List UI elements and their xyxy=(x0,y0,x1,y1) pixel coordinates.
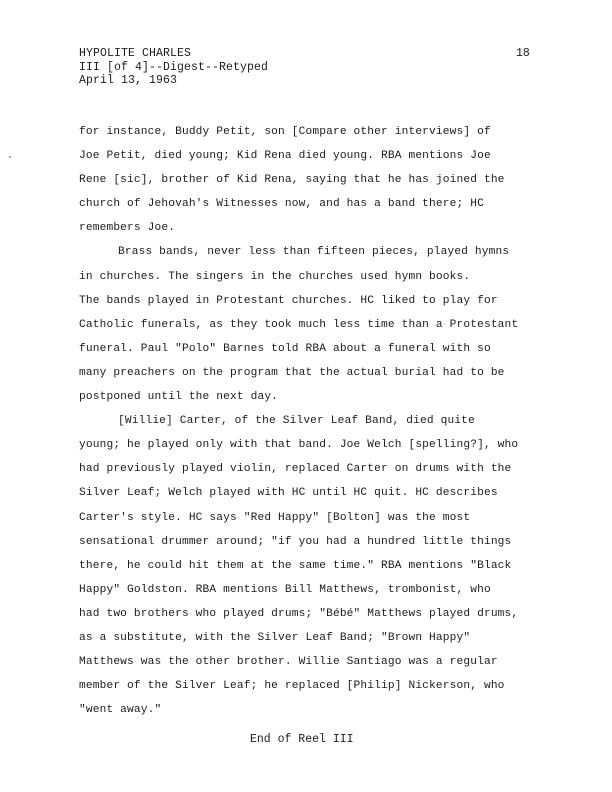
text-line: [Willie] Carter, of the Silver Leaf Band, died quite xyxy=(118,415,475,428)
text-line: The bands played in Protestant churches. HC liked to play for xyxy=(79,294,498,307)
paragraph-2 xyxy=(79,240,549,409)
text-line: Catholic funerals, as they took much less time than a Protestant xyxy=(79,318,519,331)
text-line: Carter's style. HC says "Red Happy" [Bolton] was the most xyxy=(79,511,471,524)
text-line: in churches. The singers in the churches used hymn books. xyxy=(79,270,471,283)
header-reel-info: III [of 4]--Digest--Retyped xyxy=(79,60,269,74)
text-line: Matthews was the other brother. Willie Santiago was a regular xyxy=(79,656,498,669)
header-name: HYPOLITE CHARLES xyxy=(79,47,192,60)
text-line: had two brothers who played drums; "Bébé" Matthews played drums, xyxy=(79,607,519,620)
paragraph-3 xyxy=(79,409,549,722)
header-date: April 13, 1963 xyxy=(79,74,178,87)
page-number: 18 xyxy=(516,47,530,60)
text-line: Silver Leaf; Welch played with HC until HC quit. HC describes xyxy=(79,487,498,500)
text-line: church of Jehovah's Witnesses now, and has a band there; HC xyxy=(79,198,484,211)
text-line: member of the Silver Leaf; he replaced [Philip] Nickerson, who xyxy=(79,680,505,693)
text-line: many preachers on the program that the actual burial had to be xyxy=(79,366,505,379)
text-line: "went away." xyxy=(79,704,162,717)
end-of-reel-label: End of Reel III xyxy=(250,733,354,746)
text-line: for instance, Buddy Petit, son [Compare other interviews] of xyxy=(79,126,491,138)
text-line: as a substitute, with the Silver Leaf Band; "Brown Happy" xyxy=(79,631,471,644)
document-header xyxy=(79,47,268,88)
text-line: had previously played violin, replaced Carter on drums with the xyxy=(79,463,512,476)
text-line: Joe Petit, died young; Kid Rena died young. RBA mentions Joe xyxy=(79,150,491,163)
scan-speck xyxy=(9,156,11,158)
document-body xyxy=(79,120,549,722)
text-line: there, he could hit them at the same time." RBA mentions "Black xyxy=(79,559,512,572)
text-line: young; he played only with that band. Joe Welch [spelling?], who xyxy=(79,439,519,452)
text-line: sensational drummer around; "if you had a hundred little things xyxy=(79,535,512,548)
text-line: remembers Joe. xyxy=(79,222,176,235)
text-line: Rene [sic], brother of Kid Rena, saying that he has joined the xyxy=(79,174,505,187)
text-line: funeral. Paul "Polo" Barnes told RBA about a funeral with so xyxy=(79,342,491,355)
text-line: Happy" Goldston. RBA mentions Bill Matthews, trombonist, who xyxy=(79,583,491,596)
paragraph-1 xyxy=(79,120,549,240)
text-line: postponed until the next day. xyxy=(79,391,279,404)
text-line: Brass bands, never less than fifteen pieces, played hymns xyxy=(118,246,510,259)
